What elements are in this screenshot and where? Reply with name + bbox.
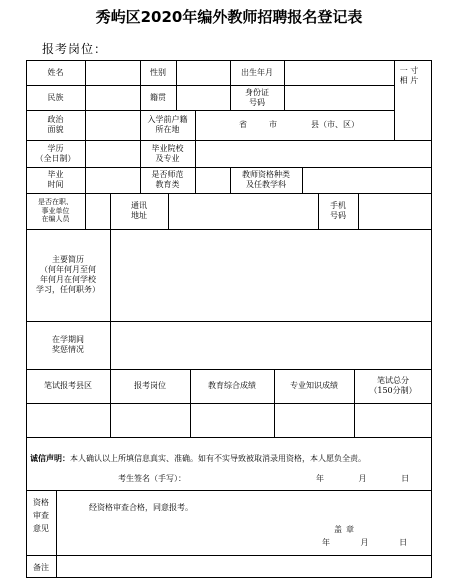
photo-label-3: 相 [399,76,408,86]
total-header-2: （150分制） [369,386,417,395]
graduation-label-2: 时间 [47,180,64,189]
form-title: 秀屿区2020年编外教师招聘报名登记表 [95,8,363,26]
qualification-label-3: 意见 [33,523,49,533]
staff-label-1: 是否在职、 [38,197,73,206]
education-label [26,140,85,167]
name-label: 姓名 [47,67,64,77]
total-score-field[interactable] [354,403,432,437]
resume-label-3: 年何月在何学校 [40,275,96,284]
ethnicity-label: 民族 [47,92,64,102]
resume-label [26,229,110,321]
awards-field[interactable] [110,321,432,369]
native-place-field[interactable] [176,85,230,110]
id-number-field[interactable] [284,85,394,110]
resume-label-1: 主要简历 [52,255,84,264]
apply-position-label: 报考岗位： [42,42,108,56]
address-label [110,193,168,229]
political-label-2: 面貌 [47,125,64,134]
exam-district-header: 笔试报考县区 [44,381,92,390]
remark-label: 备注 [33,562,49,572]
resume-label-2: （何年何月至何 [40,265,96,274]
declaration-text: 本人确认以上所填信息真实、准确。如有不实导致被取消录用资格，本人愿负全责。 [70,454,366,463]
awards-label [26,321,110,369]
exam-district-field[interactable] [26,403,110,437]
edu-score-field[interactable] [190,403,274,437]
graduation-time-label [26,167,85,193]
normal-edu-field[interactable] [195,167,230,193]
id-number-label [230,85,284,110]
seal-label: 盖章 [334,525,358,534]
prof-score-field[interactable] [274,403,354,437]
qualification-label-2: 审查 [33,510,49,520]
teacher-cert-field[interactable] [302,167,432,193]
edu-score-header: 教育综合成绩 [208,381,256,390]
address-label-1: 通讯 [131,201,147,210]
school-label-2: 及专业 [155,153,180,163]
signature-label: 考生签名（手写）： [118,474,186,483]
total-header-1: 笔试总分 [377,376,409,385]
staff-status-field[interactable] [85,193,110,229]
qualification-text: 经资格审查合格，同意报考。 [89,503,193,512]
photo-label-2: 寸 [410,66,419,75]
address-field[interactable] [168,193,318,229]
graduation-time-field[interactable] [85,167,140,193]
phone-field[interactable] [358,193,432,229]
id-label-line2: 号码 [249,97,265,107]
teacher-cert-label [230,167,302,193]
city-text: 市 [269,120,277,129]
normal-label-1: 是否师范 [151,170,184,179]
cert-label-2: 及任教学科 [246,180,286,189]
photo-box[interactable] [396,66,422,136]
qualification-date: 年 月 日 [322,538,422,547]
birth-field[interactable] [284,60,394,85]
phone-label-1: 手机 [330,201,346,210]
awards-label-2: 奖惩情况 [52,345,84,354]
school-major-field[interactable] [195,140,432,167]
prof-score-header: 专业知识成绩 [290,381,338,390]
hukou-label-1: 入学前户籍 [147,115,188,124]
school-label-1: 毕业院校 [151,143,184,153]
exam-position-header: 报考岗位 [134,381,166,390]
hukou-label-2: 所在地 [155,125,180,134]
phone-label-2: 号码 [330,211,346,220]
remark-field[interactable] [56,555,432,578]
resume-label-4: 学习，任何职务） [36,285,100,294]
gender-field[interactable] [176,60,230,85]
county-text: 县（市、区） [311,120,359,129]
total-score-header [354,369,432,403]
education-label-2: （全日制） [35,153,76,163]
phone-label [318,193,358,229]
declaration-title: 诚信声明： [30,453,70,463]
exam-position-field[interactable] [110,403,190,437]
graduation-label-1: 毕业 [47,170,64,179]
address-label-2: 地址 [131,211,147,220]
political-status-label [26,110,85,140]
hukou-label [140,110,195,140]
integrity-declaration [30,453,430,464]
ethnicity-field[interactable] [85,85,140,110]
qualification-label-1: 资格 [33,498,49,507]
staff-status-label [26,193,85,229]
native-place-label: 籍贯 [150,92,166,102]
province-text: 省 [239,120,247,129]
political-status-field[interactable] [85,110,140,140]
cert-label-1: 教师资格种类 [242,170,290,179]
birth-label: 出生年月 [241,67,273,77]
staff-label-2: 事业单位 [41,206,70,215]
id-label-line1: 身份证 [245,87,269,97]
resume-field[interactable] [110,229,432,321]
education-label-1: 学历 [47,143,64,153]
photo-label-1: 一 [399,66,408,75]
gender-label: 性别 [150,67,166,77]
photo-label-4: 片 [410,76,419,86]
qualification-label [28,497,54,535]
staff-label-3: 在编人员 [41,215,70,224]
signature-date: 年 月 日 [316,474,426,483]
political-label-1: 政治 [47,115,64,124]
normal-edu-label [140,167,195,193]
awards-label-1: 在学期间 [52,335,84,344]
school-major-label [140,140,195,167]
education-field[interactable] [85,140,140,167]
normal-label-2: 教育类 [155,180,180,189]
name-field[interactable] [85,60,140,85]
